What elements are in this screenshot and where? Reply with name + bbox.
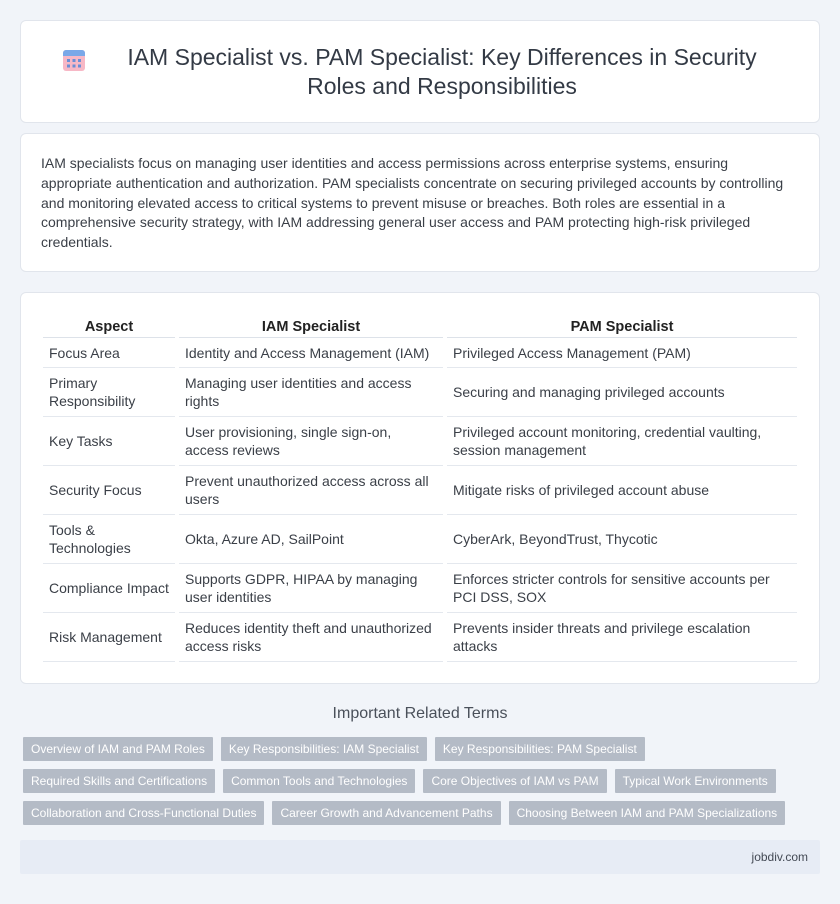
pam-cell: Privileged Access Management (PAM) <box>447 338 797 368</box>
iam-cell: Managing user identities and access rights <box>179 368 443 417</box>
pam-cell: Mitigate risks of privileged account abuse <box>447 466 797 515</box>
footer-bar <box>20 840 820 874</box>
iam-cell: Okta, Azure AD, SailPoint <box>179 515 443 564</box>
page-title: IAM Specialist vs. PAM Specialist: Key Differences in Security Roles and Responsibilities <box>127 43 757 99</box>
tag-row <box>23 769 823 793</box>
table-row <box>43 564 797 613</box>
tag-link[interactable]: Core Objectives of IAM vs PAM <box>423 769 606 793</box>
iam-cell: Prevent unauthorized access across all users <box>179 466 443 515</box>
title-wrapper <box>21 21 819 122</box>
aspect-cell: Key Tasks <box>43 417 175 466</box>
intro-card <box>20 133 820 272</box>
table-row <box>43 338 797 368</box>
aspect-cell: Security Focus <box>43 466 175 515</box>
tag-link[interactable]: Key Responsibilities: IAM Specialist <box>221 737 427 761</box>
pam-cell: Prevents insider threats and privilege escalation attacks <box>447 613 797 662</box>
iam-cell: Reduces identity theft and unauthorized access risks <box>179 613 443 662</box>
table-row <box>43 515 797 564</box>
table-row <box>43 417 797 466</box>
iam-cell: Identity and Access Management (IAM) <box>179 338 443 368</box>
header-iam-specialist: IAM Specialist <box>179 317 443 338</box>
footer-site-link[interactable]: jobdiv.com <box>751 850 808 864</box>
tag-link[interactable]: Common Tools and Technologies <box>223 769 415 793</box>
tag-row <box>23 801 823 825</box>
comparison-table-card <box>20 292 820 684</box>
aspect-cell: Risk Management <box>43 613 175 662</box>
iam-cell: User provisioning, single sign-on, access reviews <box>179 417 443 466</box>
iam-cell: Supports GDPR, HIPAA by managing user identities <box>179 564 443 613</box>
pam-cell: Securing and managing privileged accounts <box>447 368 797 417</box>
table-row <box>43 368 797 417</box>
calendar-grid-icon <box>61 47 87 73</box>
tag-link[interactable]: Collaboration and Cross-Functional Duties <box>23 801 264 825</box>
aspect-cell: Compliance Impact <box>43 564 175 613</box>
tag-link[interactable]: Key Responsibilities: PAM Specialist <box>435 737 645 761</box>
intro-paragraph: IAM specialists focus on managing user identities and access permissions across enterprise systems, ensuring appropriate authentication and authorization. PAM specialists concentrate on securing privileged accounts by controlling and monitoring elevated access to critical systems to prevent misuse or breaches. Both roles are essential in a comprehensive security strategy, with IAM addressing general user access and PAM protecting high-risk privileged credentials. <box>41 155 784 251</box>
tag-link[interactable]: Overview of IAM and PAM Roles <box>23 737 213 761</box>
related-terms-title: Important Related Terms <box>332 705 508 722</box>
comparison-table <box>39 317 801 662</box>
tag-link[interactable]: Career Growth and Advancement Paths <box>272 801 500 825</box>
title-card <box>20 20 820 123</box>
pam-cell: Enforces stricter controls for sensitive accounts per PCI DSS, SOX <box>447 564 797 613</box>
aspect-cell: Primary Responsibility <box>43 368 175 417</box>
header-aspect: Aspect <box>43 317 175 338</box>
tag-link[interactable]: Typical Work Environments <box>615 769 776 793</box>
pam-cell: Privileged account monitoring, credential vaulting, session management <box>447 417 797 466</box>
aspect-cell: Tools & Technologies <box>43 515 175 564</box>
tag-link[interactable]: Choosing Between IAM and PAM Specializations <box>509 801 786 825</box>
header-pam-specialist: PAM Specialist <box>447 317 797 338</box>
pam-cell: CyberArk, BeyondTrust, Thycotic <box>447 515 797 564</box>
related-terms-tags <box>23 737 823 833</box>
table-header-row <box>43 317 797 338</box>
table-row <box>43 466 797 515</box>
aspect-cell: Focus Area <box>43 338 175 368</box>
table-row <box>43 613 797 662</box>
tag-link[interactable]: Required Skills and Certifications <box>23 769 215 793</box>
tag-row <box>23 737 823 761</box>
